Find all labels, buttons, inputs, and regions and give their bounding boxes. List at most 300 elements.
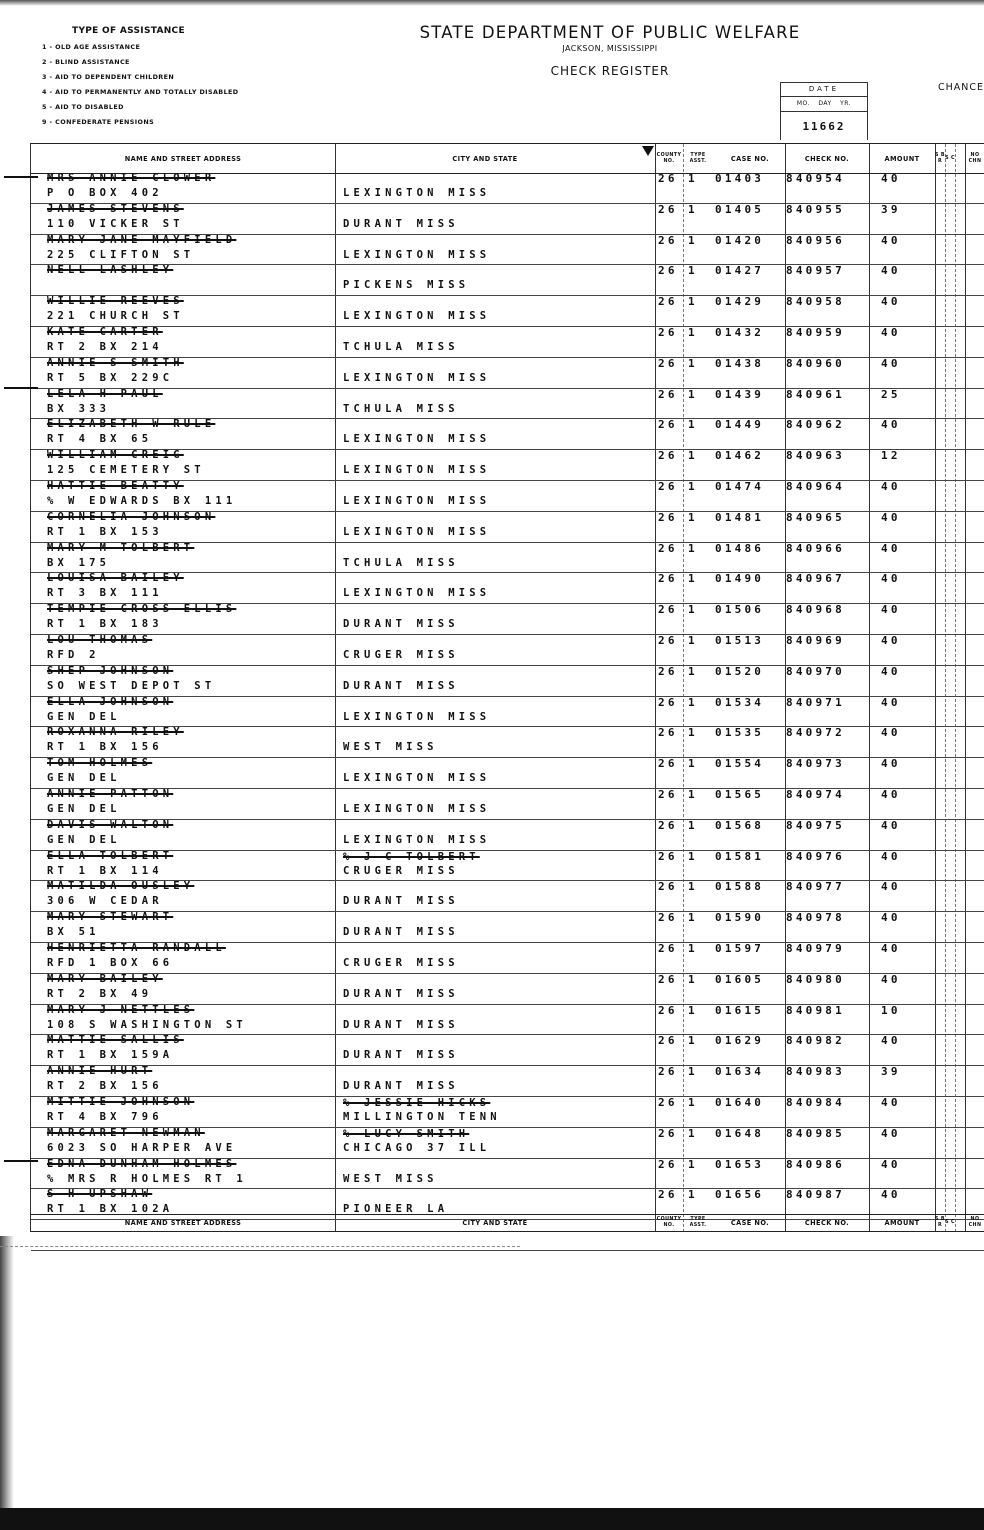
city-state: LEXINGTON MISS [343, 525, 491, 538]
recipient-name: ELLA JOHNSON [47, 695, 174, 708]
check-no: 840975 [786, 818, 845, 832]
footer-name: NAME AND STREET ADDRESS [124, 1219, 242, 1227]
recipient-name: JAMES STEVENS [47, 202, 184, 215]
street-address: RT 3 BX 111 [47, 587, 163, 600]
city-state: LEXINGTON MISS [343, 587, 491, 600]
footer-type: TYPE ASST. [689, 1217, 707, 1228]
case-no: 01648 [715, 1126, 765, 1140]
county-no: 26 [658, 418, 678, 432]
street-address: BX 175 [47, 556, 111, 569]
table-row [31, 1035, 984, 1066]
footer-amount: AMOUNT [884, 1219, 920, 1227]
date-sub-label: MO. DAY YR. [781, 97, 867, 112]
recipient-name: WILLIAM CREIG [47, 449, 184, 462]
amount: 39 [881, 202, 901, 216]
street-address: BX 333 [47, 402, 111, 415]
type-assistance: 1 [688, 172, 698, 185]
city-state: TCHULA MISS [343, 556, 459, 569]
header-check: CHECK NO. [804, 154, 850, 163]
legend-item: 5 - AID TO DISABLED [42, 103, 124, 111]
legend-item: 1 - OLD AGE ASSISTANCE [42, 43, 141, 51]
amount: 40 [881, 726, 901, 740]
city-state: LEXINGTON MISS [343, 310, 491, 323]
case-no: 01462 [715, 449, 765, 463]
county-no: 26 [658, 818, 678, 832]
page-top-edge [0, 0, 984, 6]
city-state: DURANT MISS [343, 1080, 459, 1093]
recipient-name: KATE CARTER [47, 325, 163, 338]
type-assistance: 1 [688, 1188, 698, 1202]
case-no: 01474 [715, 479, 765, 493]
table-row [31, 1159, 984, 1190]
type-assistance: 1 [688, 356, 698, 370]
amount: 40 [881, 510, 901, 524]
city-state: CRUGER MISS [343, 864, 459, 877]
city-state: DURANT MISS [343, 1018, 459, 1031]
county-no: 26 [658, 541, 678, 555]
recipient-name: HATTIE BEATTY [47, 479, 184, 492]
county-no: 26 [658, 695, 678, 709]
table-row [31, 943, 984, 974]
street-address: RT 5 BX 229C [47, 371, 174, 384]
case-no: 01429 [715, 295, 765, 309]
type-assistance: 1 [688, 541, 698, 555]
type-assistance: 1 [688, 1126, 698, 1140]
county-no: 26 [658, 1003, 678, 1017]
type-assistance: 1 [688, 1003, 698, 1017]
street-address: 125 CEMETERY ST [47, 464, 205, 477]
type-assistance: 1 [688, 1065, 698, 1079]
check-no: 840973 [786, 757, 845, 771]
amount: 40 [881, 572, 901, 586]
case-no: 01653 [715, 1157, 765, 1171]
table-row [31, 1097, 984, 1128]
type-assistance: 1 [688, 880, 698, 894]
amount: 39 [881, 1065, 901, 1079]
county-no: 26 [658, 172, 678, 185]
case-no: 01568 [715, 818, 765, 832]
street-address: RT 1 BX 102A [47, 1203, 174, 1216]
type-assistance: 1 [688, 479, 698, 493]
check-no: 840985 [786, 1126, 845, 1140]
date-value: 11662 [802, 120, 846, 133]
street-address: RT 2 BX 49 [47, 987, 153, 1000]
table-row [31, 635, 984, 666]
county-no: 26 [658, 757, 678, 771]
case-no: 01554 [715, 757, 765, 771]
recipient-name: MATILDA OUSLEY [47, 880, 195, 893]
page-bottom-edge [0, 1508, 984, 1530]
type-assistance: 1 [688, 911, 698, 925]
table-row [31, 327, 984, 358]
county-no: 26 [658, 1188, 678, 1202]
recipient-name: ANNIE S SMITH [47, 356, 184, 369]
type-assistance: 1 [688, 418, 698, 432]
footer-city: CITY AND STATE [462, 1219, 528, 1227]
header-flag2: S C [945, 155, 955, 161]
city-state: MILLINGTON TENN [343, 1110, 501, 1123]
page-left-shadow [0, 1236, 14, 1526]
case-no: 01438 [715, 356, 765, 370]
street-address: GEN DEL [47, 802, 121, 815]
legend-title: TYPE OF ASSISTANCE [72, 26, 185, 36]
table-footer [31, 1214, 984, 1232]
recipient-name: MARGARET NEWMAN [47, 1126, 205, 1139]
table-row [31, 358, 984, 389]
city-state: DURANT MISS [343, 679, 459, 692]
check-no: 840981 [786, 1003, 845, 1017]
check-no: 840961 [786, 387, 845, 401]
table-row [31, 1128, 984, 1159]
case-no: 01535 [715, 726, 765, 740]
case-no: 01481 [715, 510, 765, 524]
table-row [31, 881, 984, 912]
county-no: 26 [658, 387, 678, 401]
table-row [31, 204, 984, 235]
type-assistance: 1 [688, 295, 698, 309]
street-address: RT 4 BX 65 [47, 433, 153, 446]
recipient-name: NELL LASHLEY [47, 264, 174, 277]
case-no: 01597 [715, 941, 765, 955]
check-no: 840974 [786, 787, 845, 801]
header-name: NAME AND STREET ADDRESS [124, 154, 242, 163]
city-state: CRUGER MISS [343, 648, 459, 661]
check-no: 840966 [786, 541, 845, 555]
recipient-name: SHEP JOHNSON [47, 664, 174, 677]
header-flag1: S B R [935, 152, 945, 164]
city-state: CRUGER MISS [343, 956, 459, 969]
city-state: LEXINGTON MISS [343, 710, 491, 723]
recipient-name: ELIZABETH W RULE [47, 418, 216, 431]
amount: 40 [881, 880, 901, 894]
check-no: 840984 [786, 1095, 845, 1109]
type-assistance: 1 [688, 726, 698, 740]
check-no: 840955 [786, 202, 845, 216]
city-state: LEXINGTON MISS [343, 187, 491, 199]
header-type: TYPE ASST. [689, 152, 707, 164]
recipient-name: TEMPIE CROSS ELLIS [47, 603, 237, 616]
assistance-type-legend [42, 26, 322, 130]
type-assistance: 1 [688, 572, 698, 586]
case-no: 01534 [715, 695, 765, 709]
type-assistance: 1 [688, 849, 698, 863]
county-no: 26 [658, 787, 678, 801]
table-row [31, 604, 984, 635]
margin-tick [4, 1160, 38, 1162]
recipient-name: DAVIS WALTON [47, 818, 174, 831]
check-no: 840987 [786, 1188, 845, 1202]
check-no: 840970 [786, 664, 845, 678]
city-state: LEXINGTON MISS [343, 833, 491, 846]
amount: 40 [881, 356, 901, 370]
case-no: 01640 [715, 1095, 765, 1109]
check-no: 840982 [786, 1034, 845, 1048]
city-state: DURANT MISS [343, 1049, 459, 1062]
amount: 40 [881, 325, 901, 339]
amount: 25 [881, 387, 901, 401]
type-assistance: 1 [688, 325, 698, 339]
county-no: 26 [658, 849, 678, 863]
county-no: 26 [658, 603, 678, 617]
county-no: 26 [658, 941, 678, 955]
check-no: 840969 [786, 633, 845, 647]
footer-flag2: S C [945, 1220, 955, 1225]
table-row [31, 450, 984, 481]
street-address: RT 1 BX 159A [47, 1049, 174, 1062]
amount: 40 [881, 1095, 901, 1109]
case-no: 01520 [715, 664, 765, 678]
amount: 40 [881, 757, 901, 771]
case-no: 01403 [715, 172, 765, 185]
case-no: 01629 [715, 1034, 765, 1048]
table-row [31, 851, 984, 882]
table-row [31, 727, 984, 758]
table-row [31, 912, 984, 943]
check-no: 840959 [786, 325, 845, 339]
city-state: DURANT MISS [343, 217, 459, 230]
recipient-name: MARY BAILEY [47, 972, 163, 985]
city-state: DURANT MISS [343, 926, 459, 939]
county-no: 26 [658, 1065, 678, 1079]
case-no: 01565 [715, 787, 765, 801]
case-no: 01506 [715, 603, 765, 617]
recipient-name: MATTIE SALLIS [47, 1034, 184, 1047]
footer-check: CHECK NO. [804, 1219, 850, 1227]
table-row [31, 666, 984, 697]
check-no: 840960 [786, 356, 845, 370]
county-no: 26 [658, 572, 678, 586]
header-case: CASE NO. [730, 154, 770, 163]
city-state: WEST MISS [343, 1172, 438, 1185]
table-row [31, 173, 984, 204]
recipient-name: LOU THOMAS [47, 633, 153, 646]
check-no: 840980 [786, 972, 845, 986]
street-address: RFD 1 BOX 66 [47, 956, 174, 969]
county-no: 26 [658, 1095, 678, 1109]
recipient-name: TOM HOLMES [47, 757, 153, 770]
date-box [780, 82, 868, 140]
check-no: 840963 [786, 449, 845, 463]
footer-case: CASE NO. [730, 1219, 770, 1227]
amount: 40 [881, 1157, 901, 1171]
county-no: 26 [658, 356, 678, 370]
city-state: LEXINGTON MISS [343, 433, 491, 446]
margin-tick [4, 176, 38, 178]
check-no: 840964 [786, 479, 845, 493]
recipient-name: WILLIE REEVES [47, 295, 184, 308]
city-state: PICKENS MISS [343, 279, 470, 292]
county-no: 26 [658, 1034, 678, 1048]
street-address: 108 S WASHINGTON ST [47, 1018, 247, 1031]
type-assistance: 1 [688, 1157, 698, 1171]
recipient-name: EDNA DUNHAM HOLMES [47, 1157, 237, 1170]
recipient-name: HENRIETTA RANDALL [47, 941, 226, 954]
type-assistance: 1 [688, 449, 698, 463]
street-address: RT 1 BX 153 [47, 525, 163, 538]
street-address: RT 4 BX 796 [47, 1110, 163, 1123]
case-no: 01449 [715, 418, 765, 432]
footer-county: COUNTY NO. [656, 1217, 682, 1228]
city-state: TCHULA MISS [343, 340, 459, 353]
table-row [31, 296, 984, 327]
amount: 40 [881, 941, 901, 955]
type-assistance: 1 [688, 603, 698, 617]
check-no: 840962 [786, 418, 845, 432]
register-rows [31, 173, 984, 1251]
street-address: GEN DEL [47, 772, 121, 785]
table-row [31, 512, 984, 543]
care-of-line: % J C TOLBERT [343, 850, 480, 863]
table-row [31, 820, 984, 851]
amount: 40 [881, 787, 901, 801]
check-no: 840972 [786, 726, 845, 740]
check-no: 840967 [786, 572, 845, 586]
county-no: 26 [658, 726, 678, 740]
type-assistance: 1 [688, 695, 698, 709]
legend-item: 2 - BLIND ASSISTANCE [42, 58, 130, 66]
city-state: LEXINGTON MISS [343, 371, 491, 384]
amount: 40 [881, 264, 901, 278]
type-assistance: 1 [688, 387, 698, 401]
amount: 40 [881, 849, 901, 863]
check-no: 840954 [786, 172, 845, 185]
city-state: PIONEER LA [343, 1203, 449, 1216]
recipient-name: ANNIE PATTON [47, 787, 174, 800]
street-address: RT 1 BX 183 [47, 618, 163, 631]
check-no: 840978 [786, 911, 845, 925]
amount: 40 [881, 541, 901, 555]
county-no: 26 [658, 664, 678, 678]
type-assistance: 1 [688, 787, 698, 801]
street-address: 6023 SO HARPER AVE [47, 1141, 237, 1154]
street-address: 225 CLIFTON ST [47, 248, 195, 261]
recipient-name: LELA H PAUL [47, 387, 163, 400]
date-label: DATE [781, 83, 867, 97]
margin-tick [4, 387, 38, 389]
department-title: STATE DEPARTMENT OF PUBLIC WELFARE [419, 23, 801, 42]
check-no: 840968 [786, 603, 845, 617]
amount: 12 [881, 449, 901, 463]
amount: 40 [881, 695, 901, 709]
column-marker-icon [642, 146, 654, 156]
city-state: WEST MISS [343, 741, 438, 754]
table-row [31, 389, 984, 420]
recipient-name: MARY J NETTLES [47, 1003, 195, 1016]
recipient-name: MARY STEWART [47, 911, 174, 924]
county-no: 26 [658, 633, 678, 647]
check-no: 840983 [786, 1065, 845, 1079]
county-no: 26 [658, 264, 678, 278]
table-row [31, 481, 984, 512]
city-state: DURANT MISS [343, 987, 459, 1000]
recipient-name: ROXANNA RILEY [47, 726, 184, 739]
amount: 40 [881, 1034, 901, 1048]
type-assistance: 1 [688, 757, 698, 771]
header-city: CITY AND STATE [452, 154, 518, 163]
type-assistance: 1 [688, 264, 698, 278]
amount: 40 [881, 172, 901, 185]
table-row [31, 543, 984, 574]
recipient-name: S H UPSHAW [47, 1188, 153, 1201]
recipient-name: CORNELIA JOHNSON [47, 510, 216, 523]
case-no: 01581 [715, 849, 765, 863]
recipient-name: LOUISA BAILEY [47, 572, 184, 585]
amount: 40 [881, 911, 901, 925]
check-register-table [30, 143, 984, 1232]
recipient-name: ELLA TOLBERT [47, 849, 174, 862]
street-address: BX 51 [47, 926, 100, 939]
recipient-name: MARY JANE MAYFIELD [47, 233, 237, 246]
chancery-label: CHANCE [938, 82, 984, 93]
street-address: RT 1 BX 114 [47, 864, 163, 877]
street-address: 221 CHURCH ST [47, 310, 184, 323]
city-state: DURANT MISS [343, 895, 459, 908]
county-no: 26 [658, 510, 678, 524]
county-no: 26 [658, 479, 678, 493]
city-state: CHICAGO 37 ILL [343, 1141, 491, 1154]
type-assistance: 1 [688, 1034, 698, 1048]
amount: 40 [881, 664, 901, 678]
recipient-name: MITTIE JOHNSON [47, 1095, 195, 1108]
table-row [31, 789, 984, 820]
case-no: 01513 [715, 633, 765, 647]
city-state: LEXINGTON MISS [343, 248, 491, 261]
type-assistance: 1 [688, 818, 698, 832]
street-address: P O BOX 402 [47, 187, 163, 199]
street-address: GEN DEL [47, 833, 121, 846]
amount: 40 [881, 479, 901, 493]
type-assistance: 1 [688, 941, 698, 955]
county-no: 26 [658, 295, 678, 309]
amount: 40 [881, 633, 901, 647]
care-of-line: % LUCY SMITH [343, 1127, 470, 1140]
table-header [31, 144, 984, 174]
table-row [31, 235, 984, 266]
city-state: TCHULA MISS [343, 402, 459, 415]
amount: 40 [881, 295, 901, 309]
case-no: 01439 [715, 387, 765, 401]
recipient-name: MARY M TOLBERT [47, 541, 195, 554]
county-no: 26 [658, 1126, 678, 1140]
amount: 40 [881, 603, 901, 617]
case-no: 01432 [715, 325, 765, 339]
check-no: 840957 [786, 264, 845, 278]
legend-item: 9 - CONFEDERATE PENSIONS [42, 118, 155, 126]
case-no: 01420 [715, 233, 765, 247]
county-no: 26 [658, 449, 678, 463]
case-no: 01605 [715, 972, 765, 986]
county-no: 26 [658, 880, 678, 894]
legend-item: 4 - AID TO PERMANENTLY AND TOTALLY DISABLED [42, 88, 239, 96]
check-no: 840986 [786, 1157, 845, 1171]
table-row [31, 1066, 984, 1097]
table-row [31, 573, 984, 604]
legend-item: 3 - AID TO DEPENDENT CHILDREN [42, 73, 175, 81]
street-address: RFD 2 [47, 648, 100, 661]
header-county: COUNTY NO. [656, 152, 682, 164]
case-no: 01656 [715, 1188, 765, 1202]
footer-flag1: S B R [935, 1217, 945, 1228]
case-no: 01588 [715, 880, 765, 894]
city-state: LEXINGTON MISS [343, 802, 491, 815]
table-row [31, 1005, 984, 1036]
street-address: 110 VICKER ST [47, 217, 184, 230]
recipient-name: ANNIE HURT [47, 1065, 153, 1078]
check-no: 840979 [786, 941, 845, 955]
street-address: SO WEST DEPOT ST [47, 679, 216, 692]
type-assistance: 1 [688, 633, 698, 647]
table-row [31, 974, 984, 1005]
